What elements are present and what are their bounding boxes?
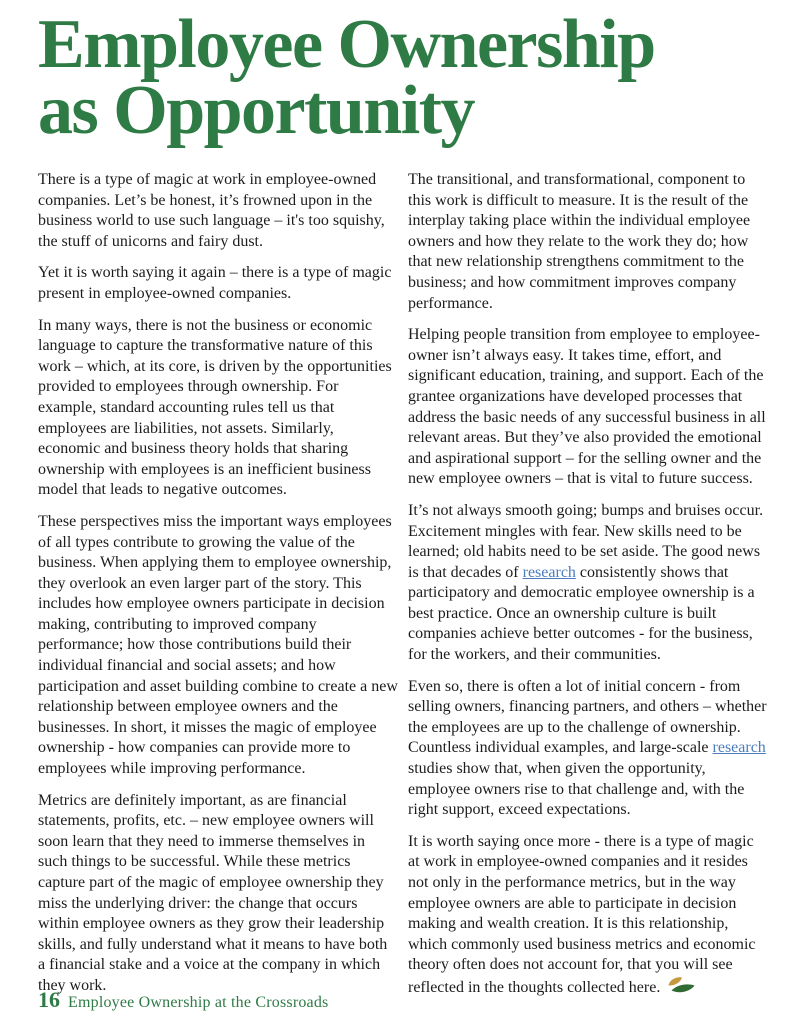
paragraph-text: It’s not always smooth going; bumps and bruises occur. Excitement mingles with fear. New skills need to be learned; old habits need to be set aside. The good news is that decades of xyxy=(408,501,764,581)
page-footer xyxy=(38,987,328,1013)
page-title-line-2: as Opportunity xyxy=(38,72,475,149)
page-number: 16 xyxy=(38,987,60,1012)
paragraph xyxy=(408,501,768,666)
paragraph-text: studies show that, when given the opportunity, employee owners rise to that challenge and, with the right support, exceed expectations. xyxy=(408,760,745,819)
paragraph: Helping people transition from employee to employee-owner isn’t always easy. It takes time, effort, and significant education, training, and support. Each of the grantee organizations have developed processes that address the basic needs of any successful business in all relevant areas. But they’ve also provided the emotional and aspirational support – for the selling owner and the new employee owners – that is vital to future success. xyxy=(408,326,766,488)
paragraph-text: Even so, there is often a lot of initial concern - from selling owners, financing partners, and others – whether the employees are up to the challenge of ownership. Countless individual examples, and large-scale xyxy=(408,677,767,757)
research-link[interactable]: research xyxy=(712,739,766,757)
paragraph-text: consistently shows that participatory and democratic employee ownership is a best practice. Once an ownership culture is built companies achieve better outcomes - for the business, for the workers, and their communities. xyxy=(408,563,755,664)
paragraph xyxy=(408,832,768,999)
paragraph: The transitional, and transformational, component to this work is difficult to measure. It is the result of the interplay taking place within the individual employee owners and how they relate to the work they do; how that new relationship strengthens commitment to the business; and how commitment improves company performance. xyxy=(408,171,751,312)
two-column-body xyxy=(38,170,767,1010)
paragraph: There is a type of magic at work in employee-owned companies. Let’s be honest, it’s frowned upon in the business world to use such language – it's too squishy, the stuff of unicorns and fairy dust. xyxy=(38,171,385,250)
left-column xyxy=(38,170,398,1010)
research-link[interactable]: research xyxy=(522,563,576,581)
leaf-mark-icon xyxy=(666,976,696,995)
paragraph xyxy=(408,677,768,821)
paragraph-text: It is worth saying once more - there is a type of magic at work in employee-owned companies and it resides not only in the performance metrics, but in the way employee owners are able to participate in decision making and wealth creation. It is this relationship, which commonly used business metrics and economic theory often does not account for, that you will see reflected in the thoughts collected here. xyxy=(408,832,756,996)
paragraph: In many ways, there is not the business or economic language to capture the transformative nature of this work – which, at its core, is driven by the opportunities provided to employees through ownership. For example, standard accounting rules tell us that employees are liabilities, not assets. Similarly, economic and business theory holds that sharing ownership with employees is an inefficient business model that leads to negative outcomes. xyxy=(38,316,392,499)
paragraph: These perspectives miss the important ways employees of all types contribute to growing the value of the business. When applying them to employee ownership, they overlook an even larger part of the story. This includes how employee owners participate in decision making, contributing to improved company performance; how those contributions build their individual financial and social assets; and how participation and asset building combine to create a new relationship between employee owners and the businesses. In short, it misses the magic of employee ownership - how companies can provide more to employees while improving performance. xyxy=(38,512,398,778)
page-title xyxy=(38,6,767,149)
paragraph: Metrics are definitely important, as are financial statements, profits, etc. – new employee owners will soon learn that they need to immerse themselves in such things to be successful. While these metrics capture part of the magic of employee ownership they miss the underlying driver: the change that occurs within employee owners as they grow their leadership skills, and fully understand what it means to have both a financial stake and a voice at the company in which they work. xyxy=(38,791,388,994)
paragraph: Yet it is worth saying it again – there is a type of magic present in employee-owned companies. xyxy=(38,264,392,302)
right-column xyxy=(408,170,768,1010)
page-title-line-1: Employee Ownership xyxy=(38,6,655,83)
footer-book-title: Employee Ownership at the Crossroads xyxy=(68,994,329,1011)
